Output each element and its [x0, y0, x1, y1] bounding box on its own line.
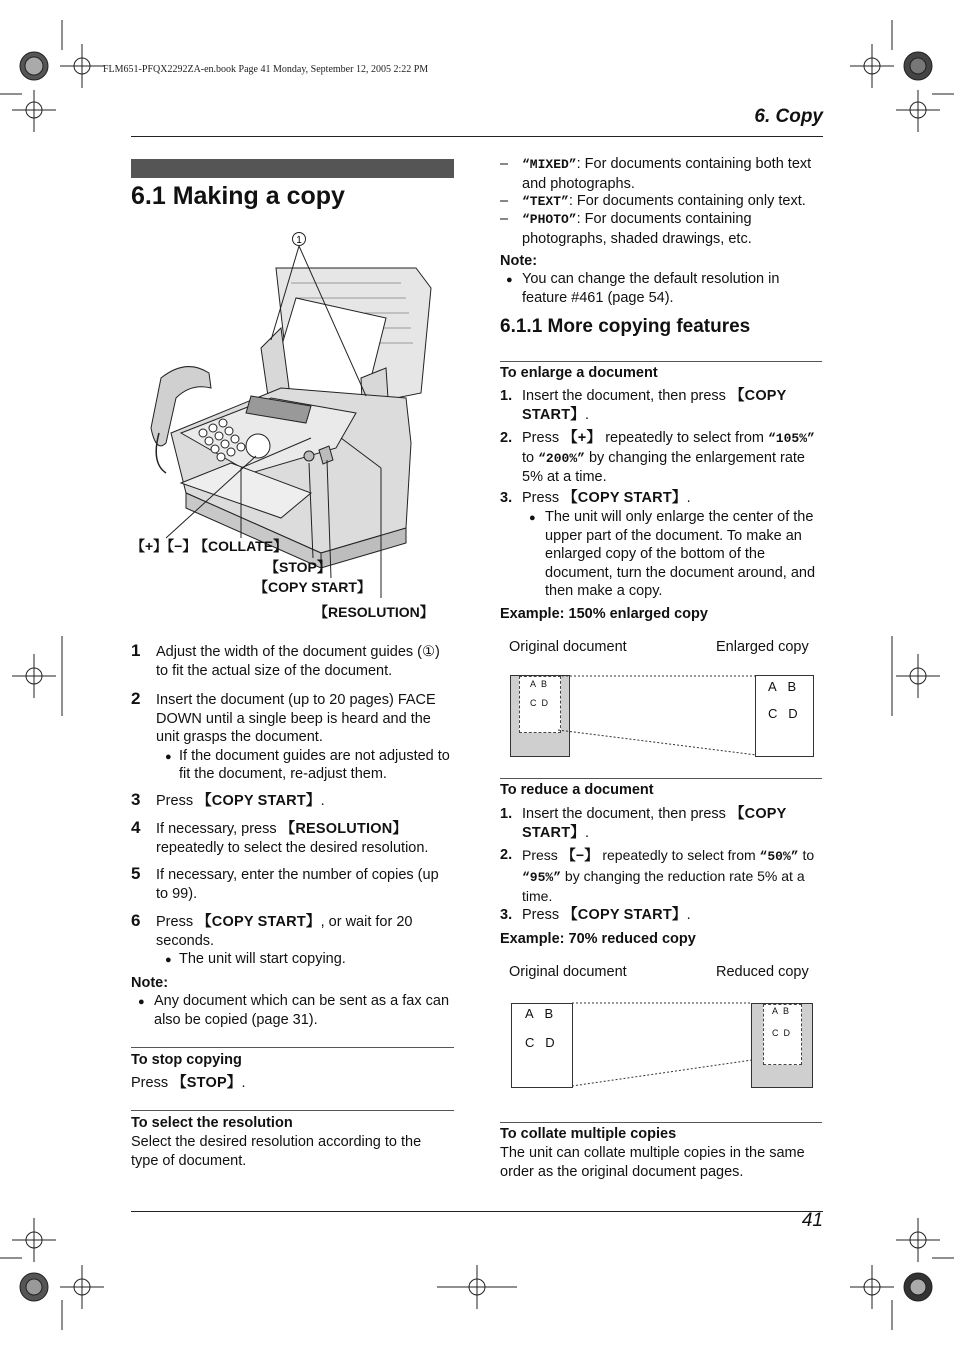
header-rule: [131, 136, 823, 137]
enlarge-heading: To enlarge a document: [500, 365, 658, 381]
resolution-photo: – “PHOTO”: For documents containing photographs, shaded drawings, etc.: [500, 211, 752, 247]
reduce-step-1: 1. Insert the document, then press 【COPY START】.: [500, 806, 787, 841]
reduce-result-doc: A B C D: [751, 1003, 813, 1088]
rule-enlarge: [500, 361, 822, 362]
collate-text: The unit can collate multiple copies in the same order as the original document pages.: [500, 1145, 805, 1180]
enlarge-example: Example: 150% enlarged copy: [500, 606, 708, 622]
reduce-example: Example: 70% reduced copy: [500, 931, 696, 947]
more-features-heading: 6.1.1 More copying features: [500, 316, 751, 337]
label-copy-start: 【COPY START】: [254, 579, 371, 595]
collate-heading: To collate multiple copies: [500, 1126, 677, 1142]
stop-copying-heading: To stop copying: [131, 1052, 242, 1068]
callout-1: 1: [296, 235, 302, 246]
enlarge-step-3: 3. Press 【COPY START】.: [500, 490, 691, 506]
select-resolution-heading: To select the resolution: [131, 1115, 293, 1131]
enlarge-original-doc: A B C D: [510, 675, 570, 757]
enlarge-step-1: 1. Insert the document, then press 【COPY START】.: [500, 388, 787, 423]
reduce-step-2: 2. Press 【−】 repeatedly to select from “50%” to “95%” by changing the reduction rate 5% at a time.: [500, 847, 815, 904]
reduce-step-3: 3. Press 【COPY START】.: [500, 907, 691, 923]
running-header: FLM651-PFQX2292ZA-en.book Page 41 Monday, September 12, 2005 2:22 PM: [103, 64, 429, 75]
footer-rule: [131, 1211, 823, 1212]
resolution-text: – “TEXT”: For documents containing only text.: [500, 193, 806, 209]
section-title: 6.1 Making a copy: [131, 182, 345, 210]
select-resolution-text: Select the desired resolution according to the type of document.: [131, 1134, 422, 1169]
enlarge-step-3-bullet: ● The unit will only enlarge the center of the upper part of the document. To make an enlarged copy of the bottom of the document, turn the document around, and then make a copy.: [529, 509, 816, 599]
chapter-title: 6. Copy: [754, 106, 823, 127]
reduce-result-label: Reduced copy: [716, 964, 809, 980]
resolution-mixed: – “MIXED”: For documents containing both text and photographs.: [500, 156, 812, 192]
enlarge-orig-label: Original document: [509, 639, 627, 655]
section-bar: [131, 159, 454, 178]
step-1: 1 Adjust the width of the document guides (①) to fit the actual size of the document.: [131, 641, 440, 679]
note-left-label: Note:: [131, 975, 169, 991]
rule-collate: [500, 1122, 822, 1123]
step-2: 2 Insert the document (up to 20 pages) FACE DOWN until a single beep is heard and the unit grasps the document. ● If the document guides are not adjusted to fit the document, re-adjust them.: [131, 689, 450, 782]
label-resolution: 【RESOLUTION】: [314, 604, 434, 620]
rule-stop: [131, 1047, 454, 1048]
enlarge-step-2: 2. Press 【+】 repeatedly to select from “105%” to “200%” by changing the enlargement rate 5% at a time.: [500, 430, 815, 485]
label-collate: 【COLLATE】: [194, 538, 288, 554]
stop-copying-text: Press 【STOP】.: [131, 1075, 246, 1091]
label-stop: 【STOP】: [265, 559, 331, 575]
reduce-orig-label: Original document: [509, 964, 627, 980]
note-right-bullet: ● You can change the default resolution in feature #461 (page 54).: [506, 271, 780, 306]
page-number: 41: [801, 1210, 823, 1231]
rule-reduce: [500, 778, 822, 779]
step-3: 3 Press 【COPY START】.: [131, 790, 325, 809]
note-left-bullet: ● Any document which can be sent as a fax can also be copied (page 31).: [138, 993, 450, 1028]
rule-resolution: [131, 1110, 454, 1111]
reduce-heading: To reduce a document: [500, 782, 654, 798]
enlarge-result-doc: A B C D: [755, 675, 814, 757]
step-5: 5 If necessary, enter the number of copies (up to 99).: [131, 864, 439, 902]
step-4: 4 If necessary, press 【RESOLUTION】 repeatedly to select the desired resolution.: [131, 818, 429, 856]
reduce-original-doc: A B C D: [511, 1003, 573, 1088]
note-right-label: Note:: [500, 253, 538, 269]
label-plus-minus: 【+】【−】: [131, 538, 197, 554]
step-6: 6 Press 【COPY START】, or wait for 20 seconds. ● The unit will start copying.: [131, 911, 413, 967]
enlarge-result-label: Enlarged copy: [716, 639, 809, 655]
